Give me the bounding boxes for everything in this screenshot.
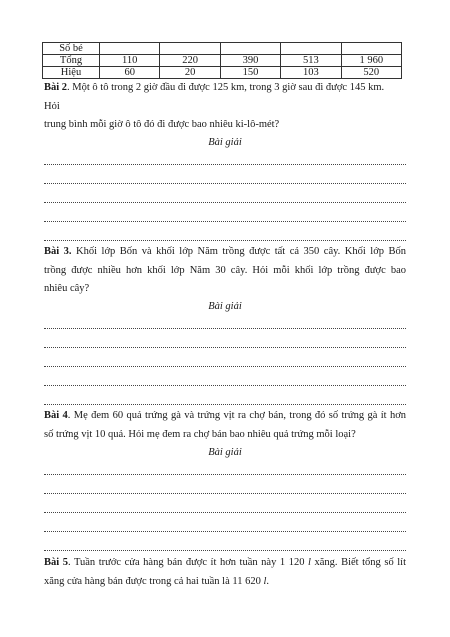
answer-line <box>44 542 406 551</box>
bai5-unit: l <box>263 576 267 587</box>
bai5-line2 <box>44 575 406 589</box>
bai5-line1 <box>44 556 406 570</box>
bai2-line2: Hỏi <box>44 101 60 112</box>
bai2-solution-label: Bài giải <box>208 137 242 148</box>
table-row <box>43 67 402 79</box>
table-cell: 390 <box>220 55 280 67</box>
bai2-title: Bài 2 <box>44 82 68 93</box>
bai5-text-d: . <box>266 576 270 587</box>
answer-line <box>44 466 406 475</box>
bai5-title: Bài 5 <box>44 557 68 568</box>
answer-line <box>44 156 406 165</box>
row-label: Tổng <box>43 55 100 67</box>
table-row <box>43 43 402 55</box>
answer-line <box>44 194 406 203</box>
bai3-title: Bài 3. <box>44 246 72 257</box>
table-cell: 110 <box>100 55 160 67</box>
answer-line <box>44 358 406 367</box>
bai5-text-b: xăng. Biết tổng số lít <box>310 557 406 568</box>
row-label: Hiệu <box>43 67 100 79</box>
bai5-unit: l <box>308 557 311 568</box>
table-cell <box>160 43 220 55</box>
table-cell: 220 <box>160 55 220 67</box>
answer-line <box>44 377 406 386</box>
bai2-line1 <box>44 81 406 95</box>
table-cell: 60 <box>100 67 160 79</box>
bai4-line1 <box>44 409 406 423</box>
table-cell: 1 960 <box>341 55 401 67</box>
table-row <box>43 55 402 67</box>
bai3-solution-label: Bài giải <box>208 301 242 312</box>
answer-line <box>44 339 406 348</box>
sum-difference-table <box>42 42 402 79</box>
bai3-line1 <box>44 245 406 259</box>
table-cell: 513 <box>281 55 341 67</box>
bai2-line3: trung bình mỗi giờ ô tô đó đi được bao nhiêu ki-lô-mét? <box>44 119 280 130</box>
bai3-line3: nhiêu cây? <box>44 283 90 294</box>
bai3-line2: trồng được nhiều hơn khối lớp Năm 30 cây. Hỏi mỗi khối lớp trồng được bao <box>44 265 406 276</box>
table-cell: 150 <box>220 67 280 79</box>
bai4-line2: số trứng vịt 10 quả. Hỏi mẹ đem ra chợ bán bao nhiêu quả trứng mỗi loại? <box>44 429 356 440</box>
bai4-solution-label: Bài giải <box>208 447 242 458</box>
bai3-text: Khối lớp Bốn và khối lớp Năm trồng được tất cả 350 cây. Khối lớp Bốn <box>71 246 406 257</box>
bai2-text: . Một ô tô trong 2 giờ đầu đi được 125 km, trong 3 giờ sau đi được 145 km. <box>67 82 385 93</box>
answer-line <box>44 504 406 513</box>
table-cell <box>281 43 341 55</box>
table-cell <box>220 43 280 55</box>
table-cell <box>100 43 160 55</box>
answer-line <box>44 320 406 329</box>
table-cell: 520 <box>341 67 401 79</box>
row-label: Số bé <box>43 43 100 55</box>
answer-line <box>44 485 406 494</box>
bai5-text-c: xăng cửa hàng bán được trong cả hai tuần là 11 620 <box>44 576 264 587</box>
table-cell: 20 <box>160 67 220 79</box>
answer-line <box>44 213 406 222</box>
answer-line <box>44 175 406 184</box>
bai4-title: Bài 4 <box>44 410 68 421</box>
table-cell: 103 <box>281 67 341 79</box>
bai4-text: . Mẹ đem 60 quả trứng gà và trứng vịt ra chợ bán, trong đó số trứng gà ít hơn <box>67 410 406 421</box>
answer-line <box>44 232 406 241</box>
answer-line <box>44 523 406 532</box>
table-cell <box>341 43 401 55</box>
answer-line <box>44 396 406 405</box>
bai5-text-a: . Tuần trước cửa hàng bán được ít hơn tuần này 1 120 <box>67 557 309 568</box>
